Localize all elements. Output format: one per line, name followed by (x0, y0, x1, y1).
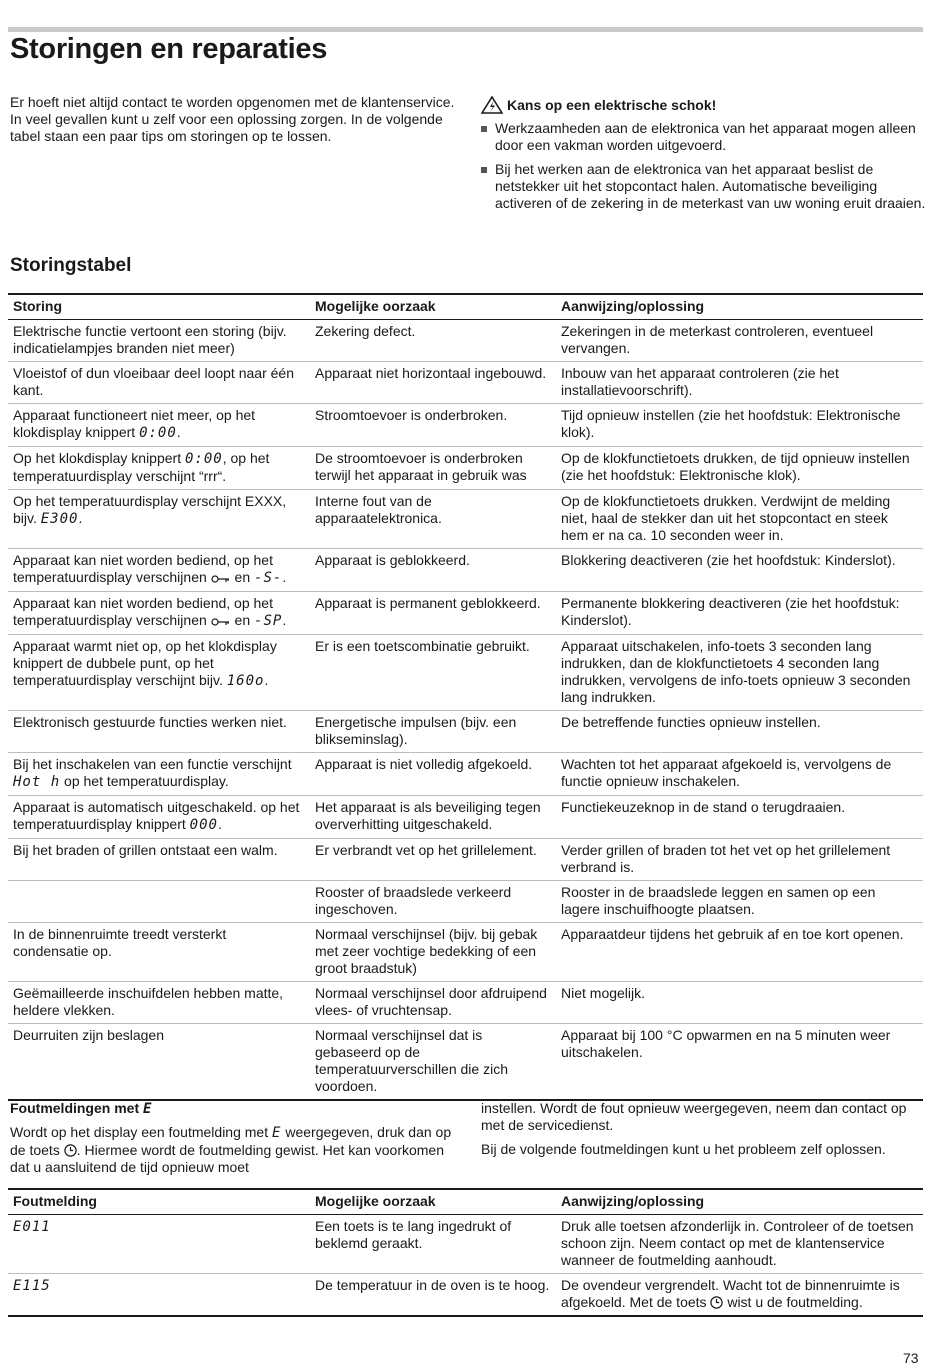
table-row (8, 839, 923, 881)
cell-oorzaak: Energetische impulsen (bijv. een blikseminslag). (310, 711, 556, 753)
error-section-title: Foutmeldingen met E (10, 1100, 153, 1117)
cell-oplossing: Permanente blokkering deactiveren (zie het hoofdstuk: Kinderslot). (556, 592, 923, 635)
cell-oorzaak: Stroomtoevoer is onderbroken. (310, 404, 556, 447)
cell-oplossing: De betreffende functies opnieuw instellen. (556, 711, 923, 753)
fault-table (8, 293, 923, 1101)
cell-oorzaak: Apparaat niet horizontaal ingebouwd. (310, 362, 556, 404)
section-heading: Storingstabel (10, 255, 132, 276)
table-row (8, 447, 923, 490)
warning-box (481, 96, 926, 219)
key-icon (211, 612, 231, 628)
clock-icon (64, 1144, 77, 1157)
warning-item: Werkzaamheden aan de elektronica van het apparaat mogen alleen door een vakman worden uitgevoerd. (481, 120, 926, 154)
cell-oorzaak: Normaal verschijnsel dat is gebaseerd op de temperatuurverschillen die zich voordoen. (310, 1024, 556, 1101)
display-code: 0:00 (139, 425, 177, 441)
cell-oplossing: Inbouw van het apparaat controleren (zie het installatievoorschrift). (556, 362, 923, 404)
table-row (8, 490, 923, 549)
cell-oplossing: Verder grillen of braden tot het vet op het grillelement verbrand is. (556, 839, 923, 881)
header-oplossing: Aanwijzing/oplossing (556, 1189, 923, 1215)
cell-oplossing: Apparaat uitschakelen, info-toets 3 seconden lang indrukken, dan de klokfunctietoets 4 seconden lang indrukken, vervolgens de info-toets opnieuw 3 seconden lang indrukken. (556, 635, 923, 711)
table-row (8, 592, 923, 635)
cell-oorzaak: Het apparaat is als beveiliging tegen oververhitting uitgeschakeld. (310, 796, 556, 839)
display-code: -S- (254, 570, 283, 586)
cell-storing: Apparaat is automatisch uitgeschakeld. op het temperatuurdisplay knippert 000. (8, 796, 310, 839)
table-row (8, 753, 923, 796)
cell-oorzaak: Apparaat is niet volledig afgekoeld. (310, 753, 556, 796)
header-storing: Storing (8, 294, 310, 320)
cell-storing: Apparaat kan niet worden bediend, op het temperatuurdisplay verschijnen en -SP. (8, 592, 310, 635)
cell-storing: Apparaat functioneert niet meer, op het klokdisplay knippert 0:00. (8, 404, 310, 447)
cell-storing: Geëmailleerde inschuifdelen hebben matte, heldere vlekken. (8, 982, 310, 1024)
cell-oplossing: Apparaatdeur tijdens het gebruik af en toe kort openen. (556, 923, 923, 982)
cell-oorzaak: De stroomtoevoer is onderbroken terwijl het apparaat in gebruik was (310, 447, 556, 490)
cell-oplossing: Wachten tot het apparaat afgekoeld is, vervolgens de functie opnieuw inschakelen. (556, 753, 923, 796)
cell-storing: Bij het inschakelen van een functie verschijnt Hot h op het temperatuurdisplay. (8, 753, 310, 796)
warning-triangle-icon (481, 96, 503, 114)
table-row (8, 362, 923, 404)
table-row (8, 549, 923, 592)
error-section-text: Wordt op het display een foutmelding met E weergegeven, druk dan op de toets . Hiermee wordt de foutmelding gewist. Het kan voorkomen dat u aansluitend de tijd opnieuw moet (10, 1124, 452, 1175)
table-row: E011 Een toets is te lang ingedrukt of beklemd geraakt. Druk alle toetsen afzonderlijk in. Controleer of de toetsen schoon zijn. Neem contact op met de klantenservice wanneer de foutmelding aanhoudt. (8, 1215, 923, 1274)
top-rule (8, 27, 923, 32)
cell-storing: Vloeistof of dun vloeibaar deel loopt naar één kant. (8, 362, 310, 404)
display-code: 160o (226, 673, 265, 689)
cell-oorzaak: Zekering defect. (310, 320, 556, 362)
cell-oplossing: Niet mogelijk. (556, 982, 923, 1024)
cell-storing: Elektrische functie vertoont een storing (bijv. indicatielampjes branden niet meer) (8, 320, 310, 362)
cell-storing: Apparaat warmt niet op, op het klokdisplay knippert de dubbele punt, op het temperatuurdisplay verschijnt bijv. 160o. (8, 635, 310, 711)
display-code: E300 (40, 511, 79, 527)
cell-storing: Op het klokdisplay knippert 0:00, op het temperatuurdisplay verschijnt “rrr“. (8, 447, 310, 490)
cell-oplossing: Zekeringen in de meterkast controleren, eventueel vervangen. (556, 320, 923, 362)
cell-oplossing: Apparaat bij 100 °C opwarmen en na 5 minuten weer uitschakelen. (556, 1024, 923, 1101)
header-oorzaak: Mogelijke oorzaak (310, 294, 556, 320)
error-code: E115 (13, 1278, 51, 1294)
cell-oorzaak: Normaal verschijnsel door afdruipend vlees- of vruchtensap. (310, 982, 556, 1024)
cell-oorzaak: Interne fout van de apparaatelektronica. (310, 490, 556, 549)
cell-storing: Deurruiten zijn beslagen (8, 1024, 310, 1101)
table-row (8, 635, 923, 711)
display-code: Hot h (13, 774, 61, 790)
cell-oorzaak: Apparaat is geblokkeerd. (310, 549, 556, 592)
bullet-icon (481, 126, 487, 132)
error-section-right: instellen. Wordt de fout opnieuw weergegeven, neem dan contact op met de servicedienst. Bij de volgende foutmeldingen kunt u het probleem zelf oplossen. (481, 1100, 907, 1157)
display-code: -SP (254, 613, 283, 629)
table-row (8, 711, 923, 753)
cell-oorzaak: Normaal verschijnsel (bijv. bij gebak met zeer vochtige bedekking of een groot braadstuk) (310, 923, 556, 982)
table-row (8, 881, 923, 923)
cell-oplossing: Functiekeuzeknop in de stand o terugdraaien. (556, 796, 923, 839)
cell-storing: Apparaat kan niet worden bediend, op het temperatuurdisplay verschijnen en -S-. (8, 549, 310, 592)
cell-oplossing: Blokkering deactiveren (zie het hoofdstuk: Kinderslot). (556, 549, 923, 592)
display-code: 000 (189, 817, 218, 833)
cell-oorzaak: Apparaat is permanent geblokkeerd. (310, 592, 556, 635)
warning-item: Bij het werken aan de elektronica van het apparaat beslist de netstekker uit het stopcontact halen. Automatische beveiliging activeren of de zekering in de meterkast van uw woning eruit draaien. (481, 161, 926, 212)
table-row (8, 923, 923, 982)
intro-text: Er hoeft niet altijd contact te worden opgenomen met de klantenservice. In veel gevallen kunt u zelf voor een oplossing zorgen. In de volgende tabel staan een paar tips om storingen op te lossen. (10, 94, 455, 144)
cell-storing (8, 881, 310, 923)
warning-title: Kans op een elektrische schok! (481, 96, 926, 114)
error-table (8, 1188, 923, 1317)
cell-storing: Op het temperatuurdisplay verschijnt EXXX, bijv. E300. (8, 490, 310, 549)
page-title: Storingen en reparaties (10, 33, 328, 65)
cell-oplossing: Tijd opnieuw instellen (zie het hoofdstuk: Elektronische klok). (556, 404, 923, 447)
error-code: E011 (13, 1219, 51, 1235)
table-row (8, 982, 923, 1024)
cell-storing: Bij het braden of grillen ontstaat een walm. (8, 839, 310, 881)
cell-oorzaak: Er verbrandt vet op het grillelement. (310, 839, 556, 881)
header-oplossing: Aanwijzing/oplossing (556, 294, 923, 320)
bullet-icon (481, 167, 487, 173)
cell-storing: Elektronisch gestuurde functies werken niet. (8, 711, 310, 753)
fault-table-body (8, 320, 923, 1101)
table-row (8, 1024, 923, 1101)
table-row: E115 De temperatuur in de oven is te hoog. De ovendeur vergrendelt. Wacht tot de binnenruimte is afgekoeld. Met de toets wist u de foutmelding. (8, 1274, 923, 1317)
header-foutmelding: Foutmelding (8, 1189, 310, 1215)
cell-storing: In de binnenruimte treedt versterkt condensatie op. (8, 923, 310, 982)
table-header-row (8, 1189, 923, 1215)
display-code: 0:00 (184, 451, 223, 467)
cell-oplossing: Rooster in de braadslede leggen en samen op een lagere inschuifhoogte plaatsen. (556, 881, 923, 923)
cell-oorzaak: Rooster of braadslede verkeerd ingeschoven. (310, 881, 556, 923)
cell-oplossing: Op de klokfunctietoets drukken, de tijd opnieuw instellen (zie het hoofdstuk: Elektronische klok). (556, 447, 923, 490)
cell-oorzaak: Er is een toetscombinatie gebruikt. (310, 635, 556, 711)
table-row (8, 796, 923, 839)
table-row (8, 320, 923, 362)
header-oorzaak: Mogelijke oorzaak (310, 1189, 556, 1215)
key-icon (211, 569, 231, 585)
warning-list (481, 120, 926, 212)
page-number: 73 (903, 1350, 919, 1366)
table-header-row (8, 294, 923, 320)
cell-oplossing: Op de klokfunctietoets drukken. Verdwijnt de melding niet, haal de stekker dan uit het stopcontact en steek hem er na ca. 10 seconden weer in. (556, 490, 923, 549)
table-row (8, 404, 923, 447)
clock-icon (710, 1296, 723, 1309)
